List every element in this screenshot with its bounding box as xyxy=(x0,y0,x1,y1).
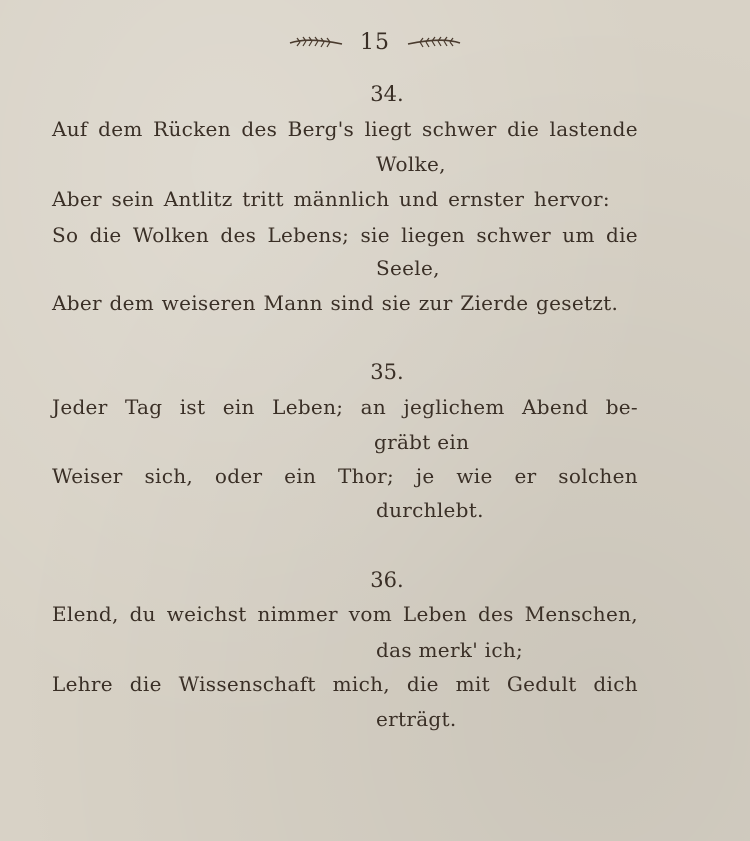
word: lastende xyxy=(549,117,638,141)
word: weichst xyxy=(166,602,247,626)
word: die xyxy=(507,117,540,141)
verse-continuation: das merk' ich; xyxy=(376,638,524,662)
word: ein xyxy=(222,395,255,419)
page-header xyxy=(0,30,750,55)
poem-number: 35. xyxy=(370,360,404,384)
word: schwer xyxy=(476,223,552,247)
word: Wolken xyxy=(132,223,210,247)
word: des xyxy=(220,223,257,247)
word: Lebens; xyxy=(267,223,350,247)
verse-continuation: erträgt. xyxy=(376,707,457,731)
verse-line: Aber dem weiseren Mann sind sie zur Zierde gesetzt. xyxy=(52,291,619,315)
word: sie xyxy=(360,223,390,247)
word: Wissenschaft xyxy=(178,672,316,696)
verse-line xyxy=(52,117,638,141)
word: Berg's xyxy=(287,117,355,141)
word: die xyxy=(406,672,439,696)
page-number: 15 xyxy=(360,30,390,55)
word: sich, xyxy=(144,464,194,488)
word: be- xyxy=(605,395,638,419)
word: die xyxy=(606,223,638,247)
word: Rücken xyxy=(153,117,231,141)
word: Weiser xyxy=(52,464,123,488)
verse-line xyxy=(52,602,638,626)
word: ist xyxy=(179,395,206,419)
leaf-ornament-icon xyxy=(406,36,462,50)
word: Leben xyxy=(402,602,468,626)
word: Thor; xyxy=(338,464,395,488)
verse-continuation: gräbt ein xyxy=(374,430,470,454)
word: solchen xyxy=(558,464,638,488)
word: So xyxy=(52,223,79,247)
word: die xyxy=(89,223,122,247)
word: Menschen, xyxy=(524,602,638,626)
verse-continuation: durchlebt. xyxy=(376,498,484,522)
leaf-ornament-icon xyxy=(288,36,344,50)
verse-continuation: Seele, xyxy=(376,256,440,280)
word: des xyxy=(241,117,278,141)
word: liegen xyxy=(401,223,466,247)
word: Elend, xyxy=(52,602,119,626)
word: ein xyxy=(284,464,317,488)
word: die xyxy=(129,672,162,696)
word: liegt xyxy=(364,117,412,141)
verse-line xyxy=(52,672,638,696)
word: dem xyxy=(98,117,143,141)
poem-number: 34. xyxy=(370,82,404,106)
word: vom xyxy=(348,602,393,626)
verse-continuation: Wolke, xyxy=(376,152,446,176)
poem-number: 36. xyxy=(370,568,404,592)
word: er xyxy=(514,464,537,488)
word: je xyxy=(415,464,435,488)
word: mit xyxy=(455,672,490,696)
word: des xyxy=(477,602,514,626)
word: dich xyxy=(593,672,638,696)
word: Lehre xyxy=(52,672,113,696)
word: Leben; xyxy=(272,395,344,419)
word: jeglichem xyxy=(403,395,505,419)
word: nimmer xyxy=(257,602,338,626)
verse-line xyxy=(52,395,638,419)
word: Abend xyxy=(522,395,589,419)
verse-line xyxy=(52,223,638,247)
word: Auf xyxy=(52,117,88,141)
word: schwer xyxy=(422,117,497,141)
word: um xyxy=(562,223,595,247)
verse-line xyxy=(52,464,638,488)
word: mich, xyxy=(332,672,390,696)
verse-line: Aber sein Antlitz tritt männlich und ernster hervor: xyxy=(52,187,610,211)
word: an xyxy=(360,395,387,419)
word: Gedult xyxy=(506,672,577,696)
word: wie xyxy=(456,464,493,488)
word: Tag xyxy=(124,395,163,419)
word: Jeder xyxy=(52,395,108,419)
word: oder xyxy=(214,464,263,488)
word: du xyxy=(129,602,156,626)
